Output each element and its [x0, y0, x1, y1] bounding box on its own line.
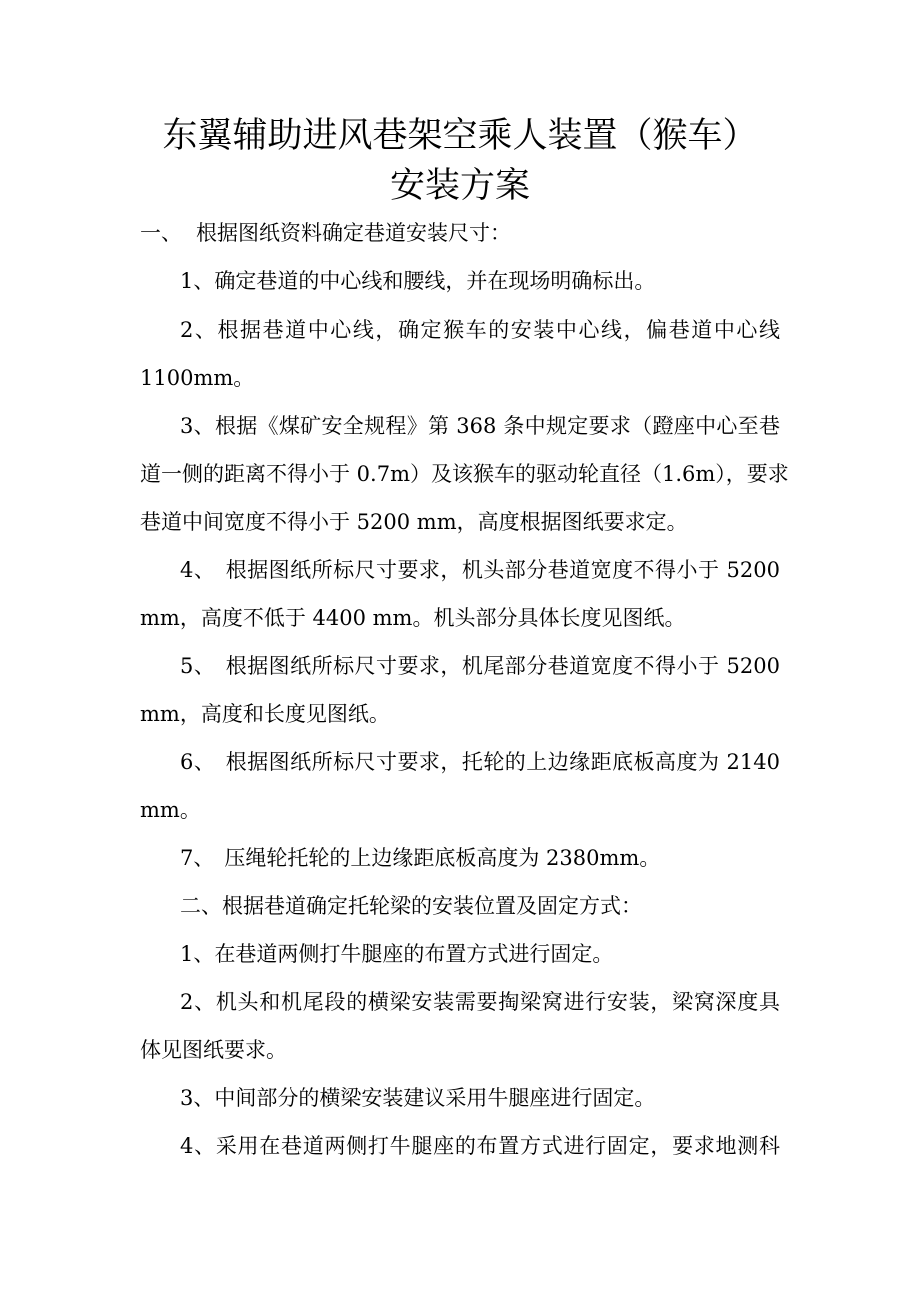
section-1-heading — [140, 218, 511, 248]
item-number: 4、 — [180, 1134, 216, 1158]
section-heading-text: 根据图纸资料确定巷道安装尺寸： — [196, 221, 511, 245]
section-2-heading: 二、根据巷道确定托轮梁的安装位置及固定方式： — [180, 894, 642, 918]
item-number: 7、 — [180, 846, 215, 870]
item-text: 机头和机尾段的横梁安装需要掏梁窝进行安装，梁窝深度具 — [215, 990, 780, 1014]
item-number: 6、 — [180, 750, 216, 774]
paragraph — [180, 1083, 655, 1113]
paragraph-continuation: 巷道中间宽度不得小于 5200 mm，高度根据图纸要求定。 — [140, 510, 688, 534]
item-text: 采用在巷道两侧打牛腿座的布置方式进行固定，要求地测科 — [215, 1134, 780, 1158]
item-number: 1、 — [180, 942, 215, 966]
item-text: 根据巷道中心线，确定猴车的安装中心线，偏巷道中心线 — [217, 318, 780, 342]
item-number: 2、 — [180, 990, 216, 1014]
item-text: 在巷道两侧打牛腿座的布置方式进行固定。 — [214, 942, 614, 966]
item-text: 确定巷道的中心线和腰线，并在现场明确标出。 — [214, 269, 656, 293]
section-number: 一、 — [140, 221, 182, 245]
item-text: 根据《煤矿安全规程》第 368 条中规定要求（蹬座中心至巷 — [214, 414, 780, 438]
item-text: 根据图纸所标尺寸要求，机头部分巷道宽度不得小于 5200 — [225, 558, 780, 582]
document-subtitle: 安装方案 — [389, 166, 530, 206]
item-text: 根据图纸所标尺寸要求，托轮的上边缘距底板高度为 2140 — [225, 750, 780, 774]
item-number: 4、 — [180, 558, 216, 582]
document-title: 东翼辅助进风巷架空乘人装置（猴车） — [162, 116, 758, 156]
paragraph — [180, 315, 780, 345]
paragraph — [180, 555, 780, 585]
paragraph-continuation: mm，高度不低于 4400 mm。机头部分具体长度见图纸。 — [140, 606, 686, 630]
paragraph-continuation: mm。 — [140, 798, 201, 822]
item-number: 3、 — [180, 414, 215, 438]
paragraph — [180, 651, 780, 681]
paragraph — [180, 1131, 780, 1161]
paragraph-continuation: 道一侧的距离不得小于 0.7m）及该猴车的驱动轮直径（1.6m），要求 — [140, 462, 789, 486]
item-text: 根据图纸所标尺寸要求，机尾部分巷道宽度不得小于 5200 — [225, 654, 780, 678]
paragraph — [180, 939, 613, 969]
paragraph — [180, 411, 780, 441]
paragraph — [180, 987, 780, 1017]
paragraph — [180, 843, 660, 873]
item-number: 5、 — [180, 654, 216, 678]
item-number: 3、 — [180, 1086, 215, 1110]
item-number: 2、 — [180, 318, 218, 342]
paragraph — [180, 747, 780, 777]
paragraph-continuation: 1100mm。 — [140, 366, 255, 390]
item-text: 中间部分的横梁安装建议采用牛腿座进行固定。 — [214, 1086, 656, 1110]
paragraph — [180, 266, 655, 296]
item-number: 1、 — [180, 269, 215, 293]
paragraph-continuation: 体见图纸要求。 — [140, 1038, 287, 1062]
item-text: 压绳轮托轮的上边缘距底板高度为 2380mm。 — [224, 846, 661, 870]
paragraph-continuation: mm，高度和长度见图纸。 — [140, 702, 390, 726]
